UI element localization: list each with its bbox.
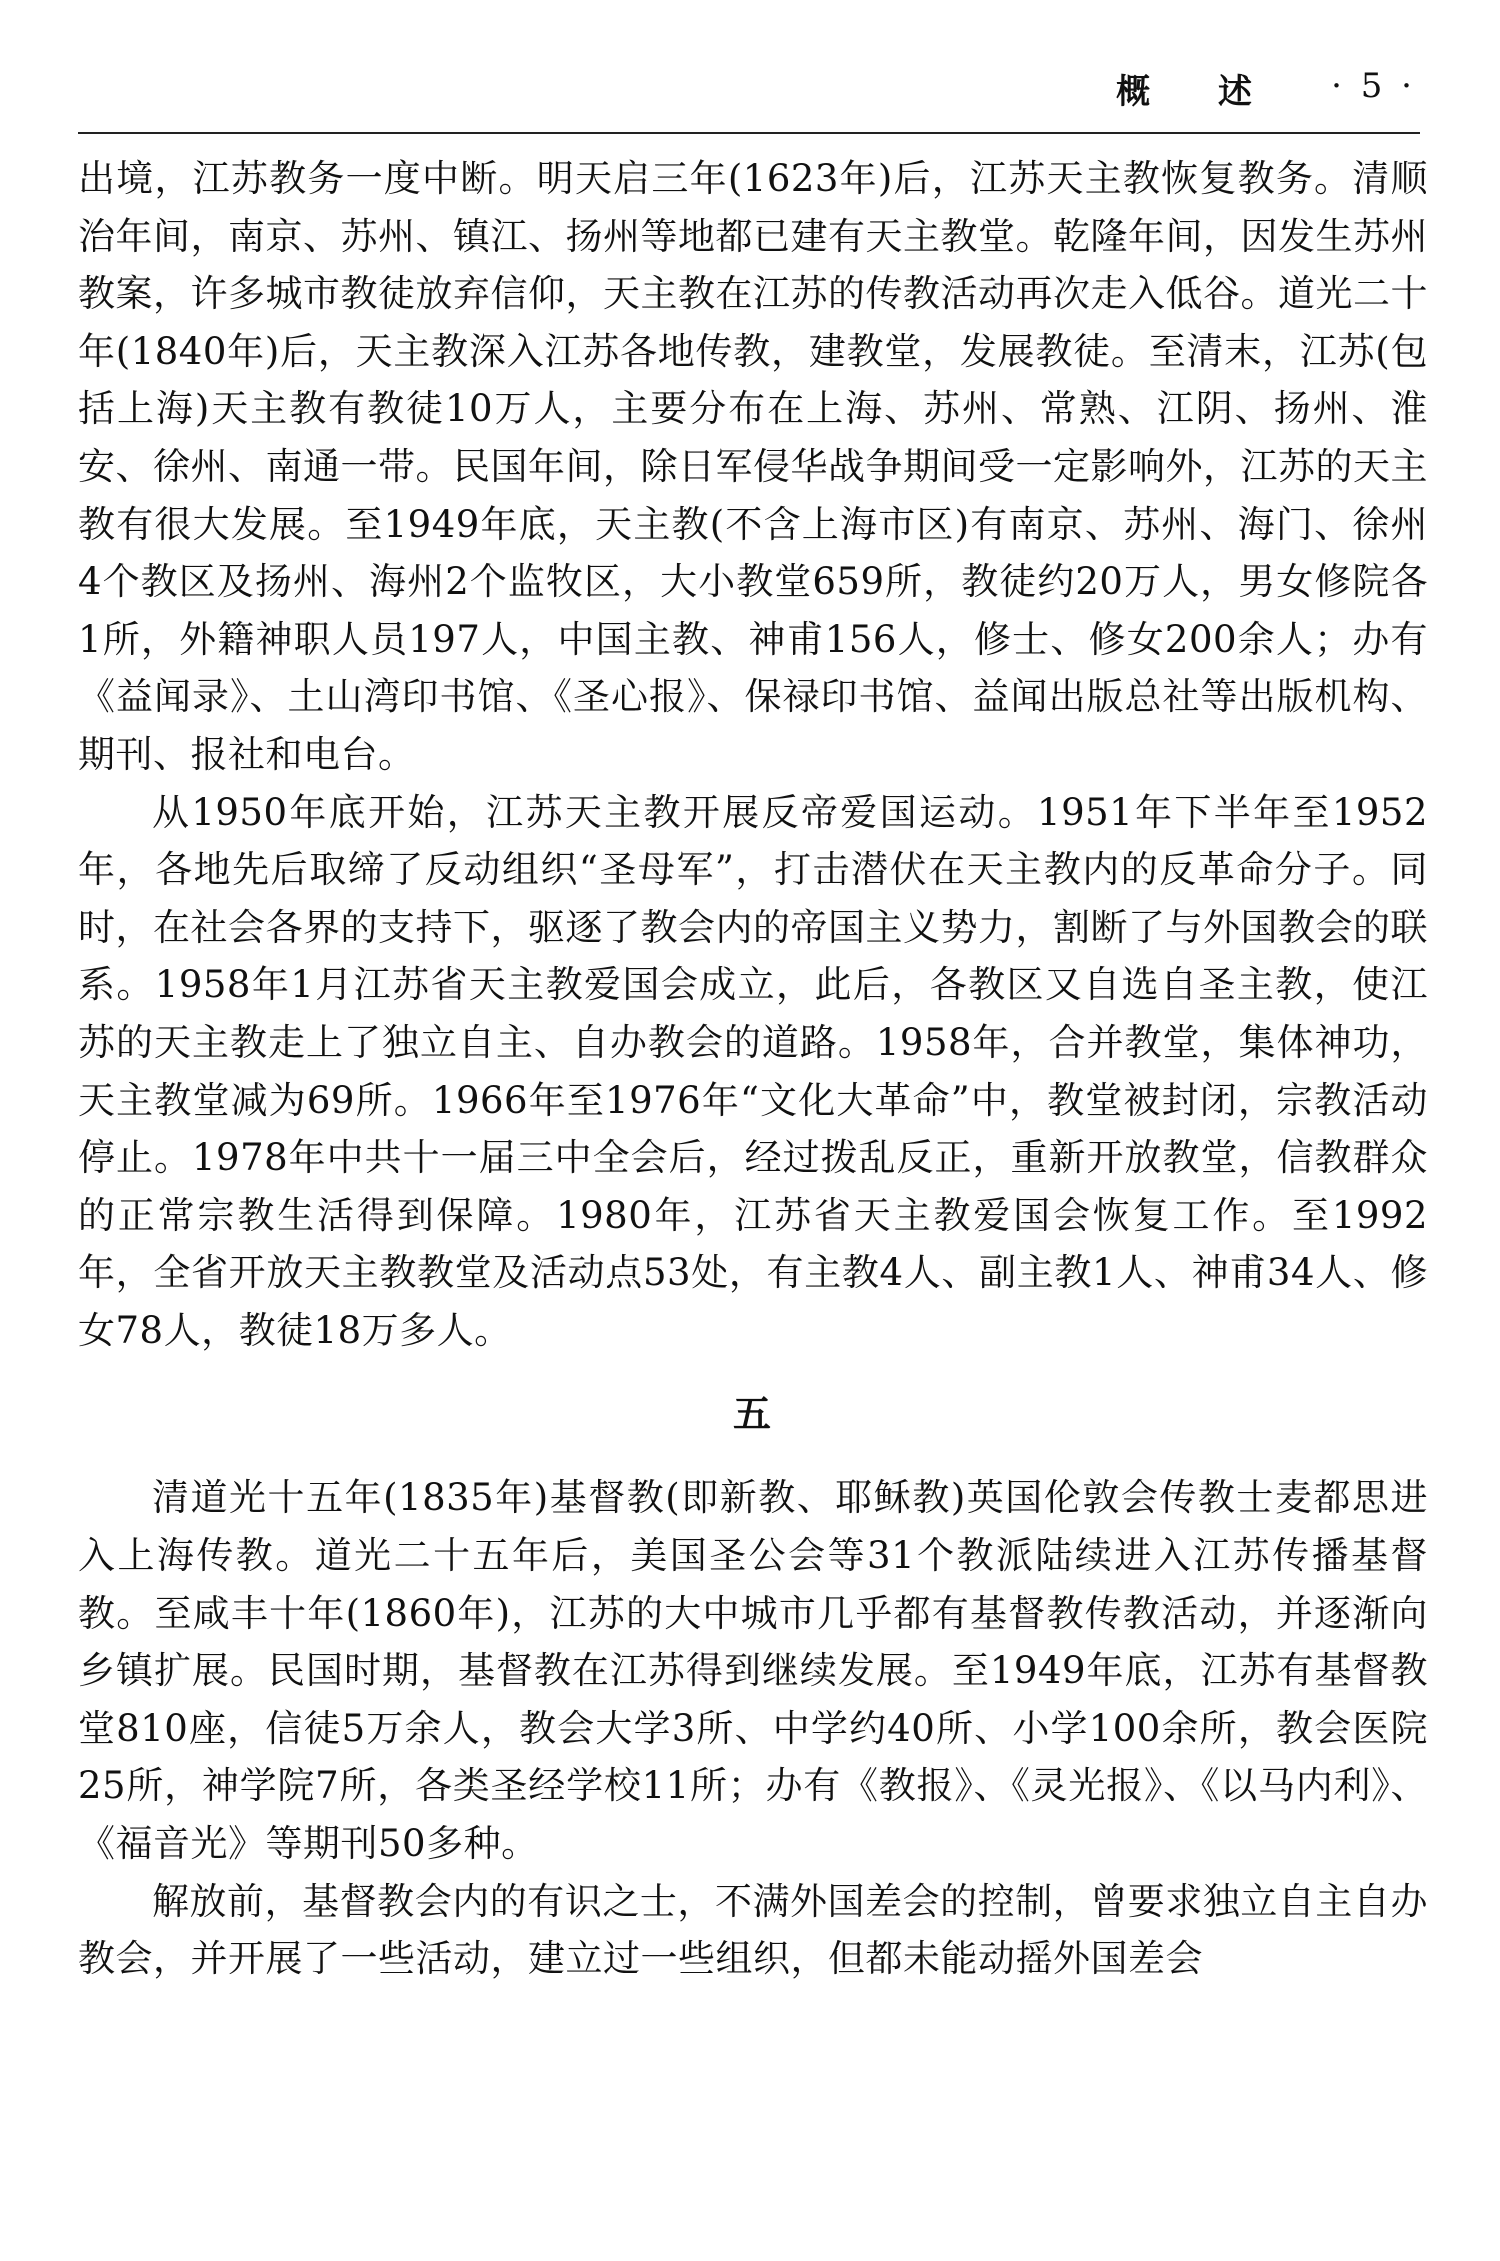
section-heading: 五 xyxy=(732,1391,773,1437)
paragraph: 从1950年底开始，江苏天主教开展反帝爱国运动。1951年下半年至1952年，各地先后取缔了反动组织“圣母军”，打击潜伏在天主教内的反革命分子。同时，在社会各界的支持下，驱逐了教会内的帝国主义势力，割断了与外国教会的联系。1958年1月江苏省天主教爱国会成立，此后，各教区又自选自圣主教，使江苏的天主教走上了独立自主、自办教会的道路。1958年，合并教堂，集体神功，天主教堂减为69所。1966年至1976年“文化大革命”中，教堂被封闭，宗教活动停止。1978年中共十一届三中全会后，经过拨乱反正，重新开放教堂，信教群众的正常宗教生活得到保障。1980年，江苏省天主教爱国会恢复工作。至1992年，全省开放天主教教堂及活动点53处，有主教4人、副主教1人、神甫34人、修女78人，教徒18万多人。 xyxy=(78,790,1428,1352)
running-header xyxy=(78,62,1420,134)
chapter-title: 概 述 xyxy=(1116,72,1280,112)
paragraph-continued: 出境，江苏教务一度中断。明天启三年(1623年)后，江苏天主教恢复教务。清顺治年间，南京、苏州、镇江、扬州等地都已建有天主教堂。乾隆年间，因发生苏州教案，许多城市教徒放弃信仰，天主教在江苏的传教活动再次走入低谷。道光二十年(1840年)后，天主教深入江苏各地传教，建教堂，发展教徒。至清末，江苏(包括上海)天主教有教徒10万人，主要分布在上海、苏州、常熟、江阴、扬州、淮安、徐州、南通一带。民国年间，除日军侵华战争期间受一定影响外，江苏的天主教有很大发展。至1949年底，天主教(不含上海市区)有南京、苏州、海门、徐州4个教区及扬州、海州2个监牧区，大小教堂659所，教徒约20万人，男女修院各1所，外籍神职人员197人，中国主教、神甫156人，修士、修女200余人；办有《益闻录》、土山湾印书馆、《圣心报》、保禄印书馆、益闻出版总社等出版机构、期刊、报社和电台。 xyxy=(78,157,1428,776)
page-number: · 5 · xyxy=(1331,66,1416,106)
paragraph: 解放前，基督教会内的有识之士，不满外国差会的控制，曾要求独立自主自办教会，并开展了一些活动，建立过一些组织，但都未能动摇外国差会 xyxy=(78,1879,1428,1981)
body-text xyxy=(78,150,1428,1988)
paragraph: 清道光十五年(1835年)基督教(即新教、耶稣教)英国伦敦会传教士麦都思进入上海传教。道光二十五年后，美国圣公会等31个教派陆续进入江苏传播基督教。至咸丰十年(1860年)，江苏的大中城市几乎都有基督教传教活动，并逐渐向乡镇扩展。民国时期，基督教在江苏得到继续发展。至1949年底，江苏有基督教堂810座，信徒5万余人，教会大学3所、中学约40所、小学100余所，教会医院25所，神学院7所，各类圣经学校11所；办有《教报》、《灵光报》、《以马内利》、《福音光》等期刊50多种。 xyxy=(78,1476,1428,1866)
